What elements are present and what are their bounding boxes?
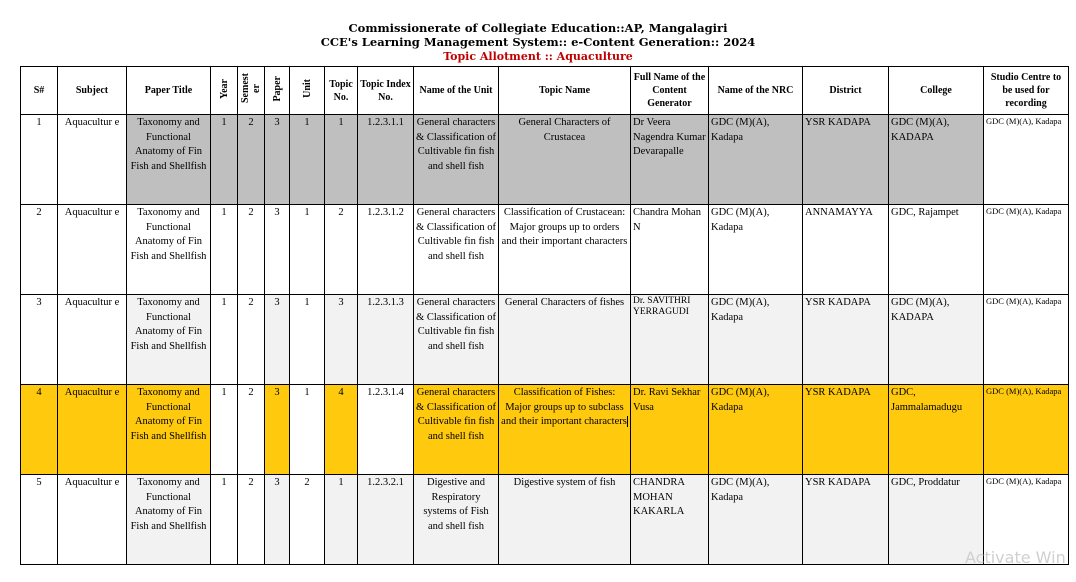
cell-subject[interactable]: Aquacultur e bbox=[58, 385, 127, 475]
cell-paper[interactable]: 3 bbox=[265, 115, 290, 205]
cell-year[interactable]: 1 bbox=[211, 385, 238, 475]
cell-topic-index[interactable]: 1.2.3.1.3 bbox=[358, 295, 414, 385]
cell-paper[interactable]: 3 bbox=[265, 385, 290, 475]
col-header-subject: Subject bbox=[58, 67, 127, 115]
cell-paper-title[interactable]: Taxonomy and Functional Anatomy of Fin Fish and Shellfish bbox=[127, 115, 211, 205]
cell-topic-no[interactable]: 4 bbox=[325, 385, 358, 475]
cell-paper-title[interactable]: Taxonomy and Functional Anatomy of Fin Fish and Shellfish bbox=[127, 385, 211, 475]
cell-studio[interactable]: GDC (M)(A), Kadapa bbox=[984, 115, 1069, 205]
col-header-year bbox=[211, 67, 238, 115]
cell-topic-name-editing[interactable] bbox=[499, 385, 631, 475]
cell-sno[interactable]: 5 bbox=[21, 475, 58, 565]
cell-content-generator[interactable]: Dr. SAVITHRI YERRAGUDI bbox=[631, 295, 709, 385]
col-header-topic-name: Topic Name bbox=[499, 67, 631, 115]
cell-topic-name-text[interactable]: Classification of Fishes: Major groups up to subclass and their important characters bbox=[501, 387, 627, 427]
cell-unit-name[interactable]: General characters & Classification of Cultivable fin fish and shell fish bbox=[414, 115, 499, 205]
cell-topic-index[interactable]: 1.2.3.2.1 bbox=[358, 475, 414, 565]
cell-topic-no[interactable]: 1 bbox=[325, 115, 358, 205]
col-header-content-generator: Full Name of the Content Generator bbox=[631, 67, 709, 115]
cell-studio[interactable]: GDC (M)(A), Kadapa bbox=[984, 475, 1069, 565]
col-header-topic-index: Topic Index No. bbox=[358, 67, 414, 115]
col-header-year-label: Year bbox=[218, 78, 230, 99]
cell-unit[interactable]: 1 bbox=[290, 205, 325, 295]
col-header-semester bbox=[238, 67, 265, 115]
cell-subject[interactable]: Aquacultur e bbox=[58, 115, 127, 205]
cell-year[interactable]: 1 bbox=[211, 475, 238, 565]
cell-college[interactable]: GDC, Rajampet bbox=[889, 205, 984, 295]
cell-topic-name[interactable]: General Characters of Crustacea bbox=[499, 115, 631, 205]
col-header-studio: Studio Centre to be used for recording bbox=[984, 67, 1069, 115]
col-header-paper bbox=[265, 67, 290, 115]
cell-paper[interactable]: 3 bbox=[265, 475, 290, 565]
cell-nrc[interactable]: GDC (M)(A), Kadapa bbox=[709, 295, 803, 385]
cell-unit[interactable]: 1 bbox=[290, 115, 325, 205]
cell-topic-no[interactable]: 3 bbox=[325, 295, 358, 385]
cell-topic-name[interactable]: General Characters of fishes bbox=[499, 295, 631, 385]
cell-unit-name[interactable]: General characters & Classification of Cultivable fin fish and shell fish bbox=[414, 205, 499, 295]
cell-nrc[interactable]: GDC (M)(A), Kadapa bbox=[709, 115, 803, 205]
cell-topic-index[interactable]: 1.2.3.1.1 bbox=[358, 115, 414, 205]
table-row bbox=[21, 475, 1069, 565]
cell-unit[interactable]: 1 bbox=[290, 385, 325, 475]
cell-semester[interactable]: 2 bbox=[238, 115, 265, 205]
cell-unit-name[interactable]: General characters & Classification of Cultivable fin fish and shell fish bbox=[414, 295, 499, 385]
cell-semester[interactable]: 2 bbox=[238, 295, 265, 385]
cell-district[interactable]: ANNAMAYYA bbox=[803, 205, 889, 295]
cell-year[interactable]: 1 bbox=[211, 115, 238, 205]
cell-nrc[interactable]: GDC (M)(A), Kadapa bbox=[709, 385, 803, 475]
cell-year[interactable]: 1 bbox=[211, 205, 238, 295]
cell-studio[interactable]: GDC (M)(A), Kadapa bbox=[984, 295, 1069, 385]
cell-content-generator[interactable]: Chandra Mohan N bbox=[631, 205, 709, 295]
cell-subject[interactable]: Aquacultur e bbox=[58, 205, 127, 295]
cell-nrc[interactable]: GDC (M)(A), Kadapa bbox=[709, 475, 803, 565]
cell-content-generator[interactable]: Dr Veera Nagendra Kumar Devarapalle bbox=[631, 115, 709, 205]
col-header-paper-title: Paper Title bbox=[127, 67, 211, 115]
cell-paper-title[interactable]: Taxonomy and Functional Anatomy of Fin Fish and Shellfish bbox=[127, 475, 211, 565]
cell-sno[interactable]: 1 bbox=[21, 115, 58, 205]
col-header-unit bbox=[290, 67, 325, 115]
cell-studio[interactable]: GDC (M)(A), Kadapa bbox=[984, 385, 1069, 475]
topic-allotment-title: Topic Allotment :: Aquaculture bbox=[443, 50, 633, 63]
cell-topic-index[interactable]: 1.2.3.1.2 bbox=[358, 205, 414, 295]
cell-unit[interactable]: 1 bbox=[290, 295, 325, 385]
cell-year[interactable]: 1 bbox=[211, 295, 238, 385]
cell-district[interactable]: YSR KADAPA bbox=[803, 385, 889, 475]
cell-semester[interactable]: 2 bbox=[238, 205, 265, 295]
cell-topic-no[interactable]: 2 bbox=[325, 205, 358, 295]
cell-college[interactable]: GDC (M)(A), KADAPA bbox=[889, 115, 984, 205]
cell-college[interactable]: GDC (M)(A), KADAPA bbox=[889, 295, 984, 385]
table-row bbox=[21, 115, 1069, 205]
cell-subject[interactable]: Aquacultur e bbox=[58, 295, 127, 385]
cell-topic-name[interactable]: Digestive system of fish bbox=[499, 475, 631, 565]
document-title: Commissionerate of Collegiate Education::AP, Mangalagiri bbox=[348, 21, 728, 35]
cell-topic-no[interactable]: 1 bbox=[325, 475, 358, 565]
cell-sno[interactable]: 4 bbox=[21, 385, 58, 475]
cell-paper[interactable]: 3 bbox=[265, 205, 290, 295]
cell-paper[interactable]: 3 bbox=[265, 295, 290, 385]
activation-watermark: Activate Win bbox=[965, 548, 1066, 567]
col-header-unit-name: Name of the Unit bbox=[414, 67, 499, 115]
cell-sno[interactable]: 2 bbox=[21, 205, 58, 295]
cell-sno[interactable]: 3 bbox=[21, 295, 58, 385]
document-subtitle: CCE's Learning Management System:: e-Content Generation:: 2024 bbox=[320, 35, 756, 49]
col-header-topic-no: Topic No. bbox=[325, 67, 358, 115]
col-header-nrc: Name of the NRC bbox=[709, 67, 803, 115]
cell-topic-index[interactable]: 1.2.3.1.4 bbox=[358, 385, 414, 475]
cell-district[interactable]: YSR KADAPA bbox=[803, 295, 889, 385]
cell-subject[interactable]: Aquacultur e bbox=[58, 475, 127, 565]
topic-allotment-table bbox=[20, 66, 1069, 565]
cell-college[interactable]: GDC, Jammalamadugu bbox=[889, 385, 984, 475]
cell-district[interactable]: YSR KADAPA bbox=[803, 115, 889, 205]
col-header-college: College bbox=[889, 67, 984, 115]
cell-paper-title[interactable]: Taxonomy and Functional Anatomy of Fin Fish and Shellfish bbox=[127, 295, 211, 385]
cell-unit-name[interactable]: General characters & Classification of Cultivable fin fish and shell fish bbox=[414, 385, 499, 475]
table-header-row bbox=[21, 67, 1069, 115]
cell-nrc[interactable]: GDC (M)(A), Kadapa bbox=[709, 205, 803, 295]
cell-studio[interactable]: GDC (M)(A), Kadapa bbox=[984, 205, 1069, 295]
col-header-unit-label: Unit bbox=[301, 79, 313, 98]
cell-unit-name[interactable]: Digestive and Respiratory systems of Fish and shell fish bbox=[414, 475, 499, 565]
table-row bbox=[21, 205, 1069, 295]
cell-semester[interactable]: 2 bbox=[238, 385, 265, 475]
cell-semester[interactable]: 2 bbox=[238, 475, 265, 565]
table-row bbox=[21, 295, 1069, 385]
col-header-paper-label: Paper bbox=[271, 75, 283, 102]
col-header-district: District bbox=[803, 67, 889, 115]
cell-unit[interactable]: 2 bbox=[290, 475, 325, 565]
cell-content-generator[interactable]: CHANDRA MOHAN KAKARLA bbox=[631, 475, 709, 565]
cell-content-generator[interactable]: Dr. Ravi Sekhar Vusa bbox=[631, 385, 709, 475]
cell-district[interactable]: YSR KADAPA bbox=[803, 475, 889, 565]
cell-college[interactable]: GDC, Proddatur bbox=[889, 475, 984, 565]
cell-paper-title[interactable]: Taxonomy and Functional Anatomy of Fin Fish and Shellfish bbox=[127, 205, 211, 295]
col-header-sno: S# bbox=[21, 67, 58, 115]
cell-topic-name[interactable]: Classification of Crustacean: Major groups up to orders and their important characters bbox=[499, 205, 631, 295]
table-row-highlighted bbox=[21, 385, 1069, 475]
col-header-semester-label: Semest er bbox=[240, 73, 262, 104]
